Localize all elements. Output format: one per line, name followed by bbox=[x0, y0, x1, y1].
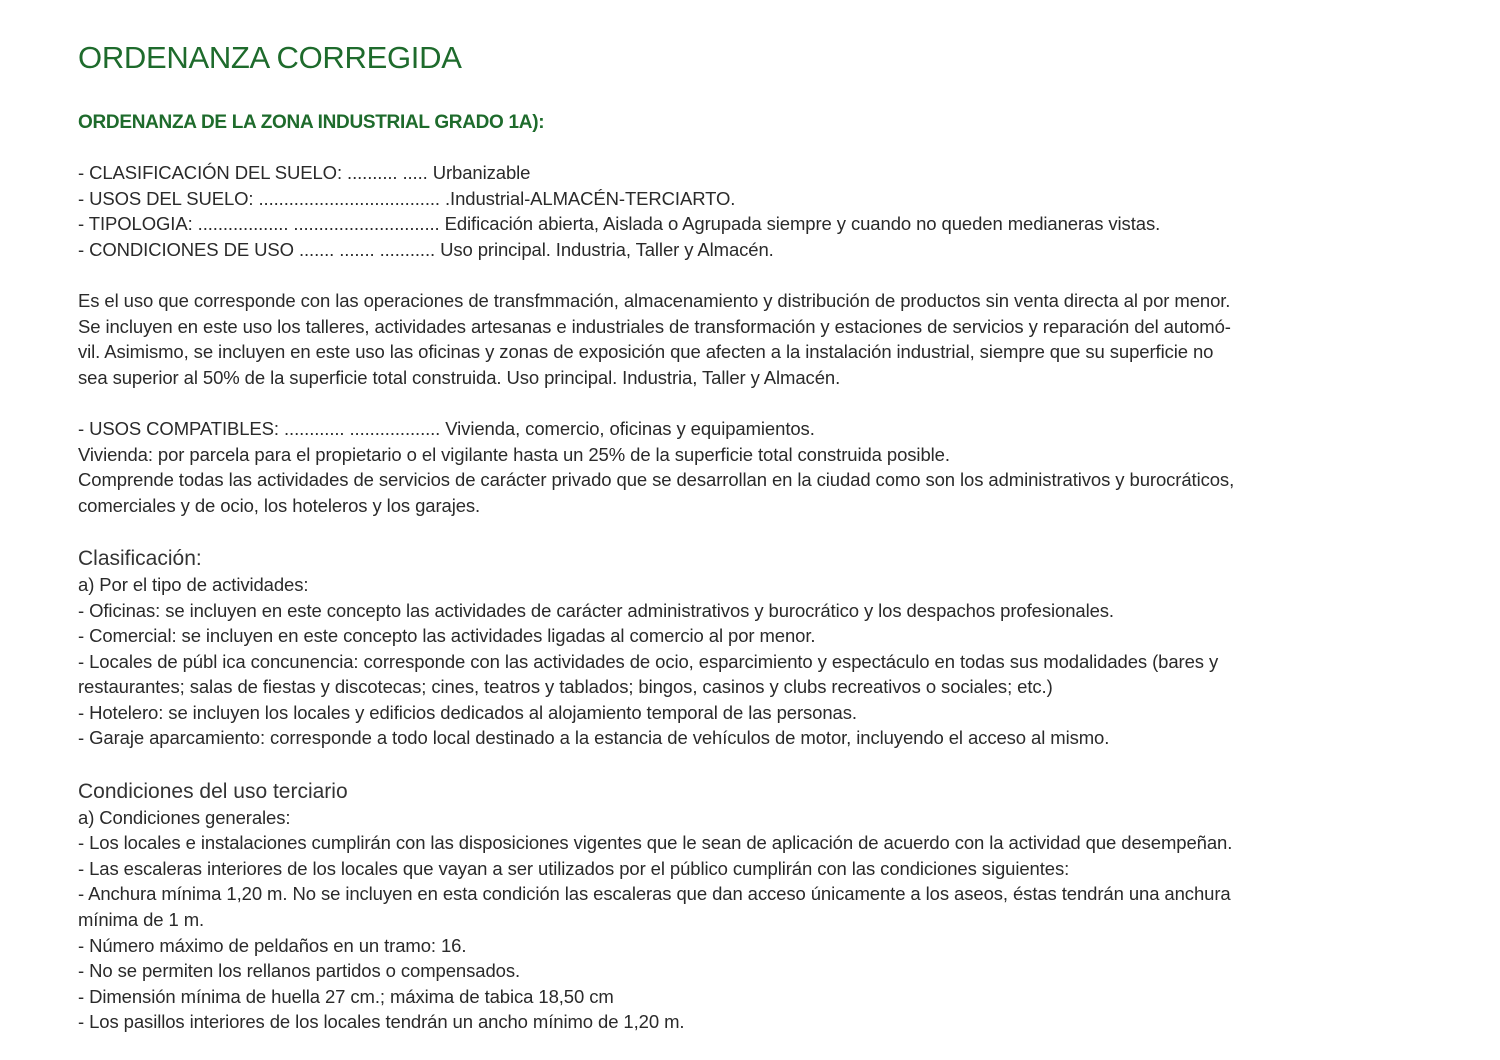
text-line: Comprende todas las actividades de servicios de carácter privado que se desarrollan en la ciudad como son los administrativos y burocráticos, bbox=[78, 469, 1235, 491]
compatible-uses-block bbox=[78, 416, 1430, 518]
document-page bbox=[78, 38, 1430, 1035]
use-description-paragraph bbox=[78, 288, 1430, 390]
list-item: - Hotelero: se incluyen los locales y edificios dedicados al alojamiento temporal de las personas. bbox=[78, 701, 857, 723]
text-line: - USOS COMPATIBLES: ............ .................. Vivienda, comercio, oficinas y equipamientos. bbox=[78, 417, 815, 439]
list-item: - No se permiten los rellanos partidos o compensados. bbox=[78, 960, 521, 982]
text-line: sea superior al 50% de la superficie total construida. Uso principal. Industria, Taller y Almacén. bbox=[78, 366, 841, 388]
text-line: vil. Asimismo, se incluyen en este uso las oficinas y zonas de exposición que afecten a la instalación industrial, siempre que su superficie no bbox=[78, 341, 1214, 363]
text-line: - USOS DEL SUELO: .................................... .Industrial-ALMACÉN-TERCIARTO. bbox=[78, 187, 736, 209]
list-item: - Comercial: se incluyen en este concepto las actividades ligadas al comercio al por menor. bbox=[78, 625, 816, 647]
list-item: - Los pasillos interiores de los locales tendrán un ancho mínimo de 1,20 m. bbox=[78, 1011, 685, 1033]
list-item: - Los locales e instalaciones cumplirán con las disposiciones vigentes que le sean de aplicación de acuerdo con la actividad que desempeñan. bbox=[78, 832, 1233, 854]
text-line: Es el uso que corresponde con las operaciones de transfmmación, almacenamiento y distribución de productos sin venta directa al por menor. bbox=[78, 289, 1231, 311]
text-line: comerciales y de ocio, los hoteleros y los garajes. bbox=[78, 494, 481, 516]
ordinance-subtitle: ORDENANZA DE LA ZONA INDUSTRIAL GRADO 1A): bbox=[78, 112, 545, 133]
list-item: - Oficinas: se incluyen en este concepto las actividades de carácter administrativos y burocrático y los despachos profesionales. bbox=[78, 599, 1114, 621]
text-line: - CONDICIONES DE USO ....... ....... ........... Uso principal. Industria, Taller y Almacén. bbox=[78, 238, 774, 260]
text-line: - TIPOLOGIA: .................. ............................. Edificación abierta, Aislada o Agrupada siempre y cuando no queden medianeras vistas. bbox=[78, 213, 1161, 235]
classification-heading: Clasificación: bbox=[78, 547, 202, 571]
text-line: Se incluyen en este uso los talleres, actividades artesanas e industriales de transformación y estaciones de servicios y reparación del automó- bbox=[78, 315, 1231, 337]
document-title: ORDENANZA CORREGIDA bbox=[78, 40, 462, 75]
tertiary-conditions-list bbox=[78, 805, 1430, 1035]
land-classification-block bbox=[78, 160, 1430, 262]
list-item: mínima de 1 m. bbox=[78, 909, 205, 931]
list-item: a) Condiciones generales: bbox=[78, 806, 291, 828]
classification-list bbox=[78, 572, 1430, 751]
list-item: - Locales de públ ica concunencia: corresponde con las actividades de ocio, esparcimiento y espectáculo en todas sus modalidades (bares y bbox=[78, 650, 1219, 672]
list-item: - Las escaleras interiores de los locales que vayan a ser utilizados por el público cumplirán con las condiciones siguientes: bbox=[78, 857, 1070, 879]
list-item: a) Por el tipo de actividades: bbox=[78, 573, 309, 595]
list-item: - Garaje aparcamiento: corresponde a todo local destinado a la estancia de vehículos de motor, incluyendo el acceso al mismo. bbox=[78, 727, 1110, 749]
list-item: - Anchura mínima 1,20 m. No se incluyen en esta condición las escaleras que dan acceso únicamente a los aseos, éstas tendrán una anchura bbox=[78, 883, 1231, 905]
text-line: - CLASIFICACIÓN DEL SUELO: .......... ..... Urbanizable bbox=[78, 162, 531, 183]
list-item: - Número máximo de peldaños en un tramo: 16. bbox=[78, 934, 467, 956]
text-line: Vivienda: por parcela para el propietario o el vigilante hasta un 25% de la superficie total construida posible. bbox=[78, 443, 950, 465]
tertiary-conditions-heading: Condiciones del uso terciario bbox=[78, 780, 348, 804]
list-item: restaurantes; salas de fiestas y discotecas; cines, teatros y tablados; bingos, casinos y clubs recreativos o sociales; etc.) bbox=[78, 676, 1053, 698]
list-item: - Dimensión mínima de huella 27 cm.; máxima de tabica 18,50 cm bbox=[78, 985, 614, 1007]
